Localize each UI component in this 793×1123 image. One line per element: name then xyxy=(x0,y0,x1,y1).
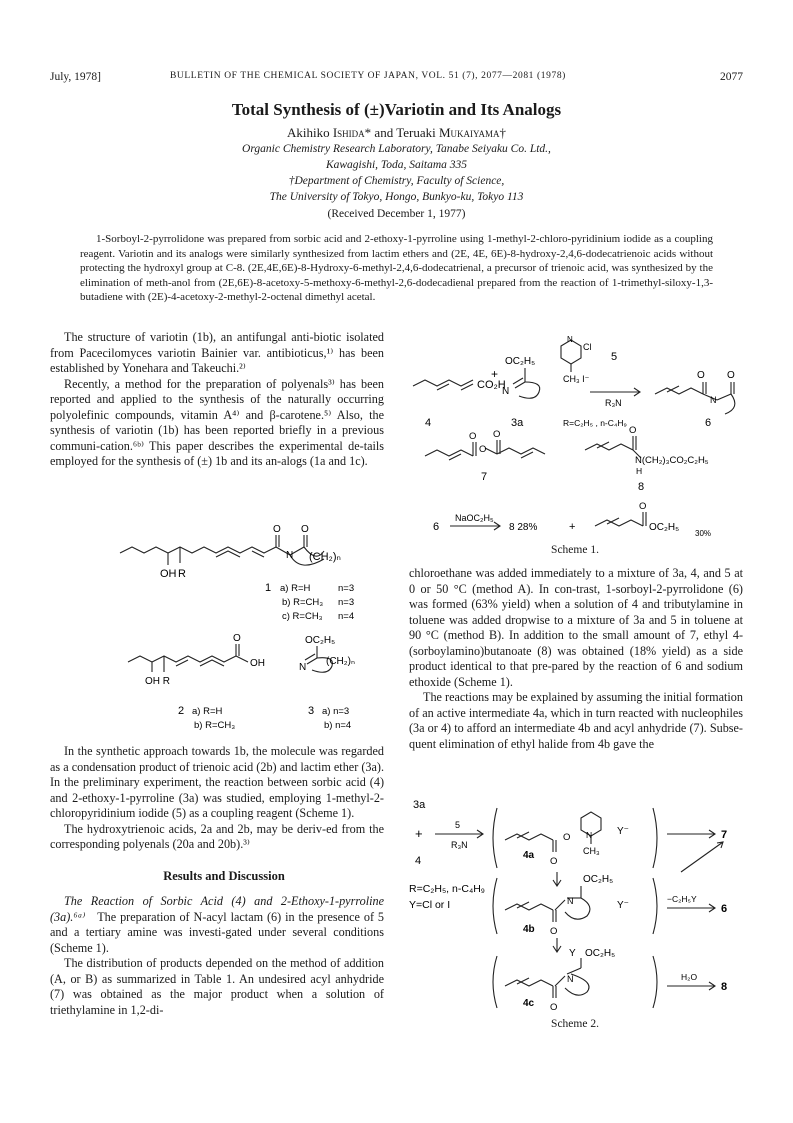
o-label: O xyxy=(469,431,477,442)
variant-label: a) n=3 xyxy=(322,706,350,717)
scheme-1 xyxy=(405,330,745,560)
cl-label: Cl xyxy=(583,342,592,352)
n-label: N xyxy=(286,550,294,561)
ethoxy-label: OC₂H₅ xyxy=(583,874,614,885)
yield-8: 8 28% xyxy=(509,522,538,533)
label-4b: 4b xyxy=(523,924,535,935)
structure-1-variotin xyxy=(110,515,380,630)
o-label: O xyxy=(563,832,571,843)
left-column-body xyxy=(50,744,384,1018)
o-label: O xyxy=(479,444,487,455)
ethoxy-label: OC₂H₅ xyxy=(305,635,336,646)
o-label: O xyxy=(550,856,558,867)
reagent-5: 5 xyxy=(455,820,461,830)
author-1-last: Ishida xyxy=(332,125,365,140)
water-label: H₂O xyxy=(681,972,698,982)
n-label: N xyxy=(567,974,574,984)
paragraph: The hydroxytrienoic acids, 2a and 2b, may be deriv-ed from the corresponding polyenals (20a and 20b).³⁾ xyxy=(50,821,384,851)
n-plus-label: N xyxy=(586,830,593,840)
variant-n: n=3 xyxy=(338,597,355,608)
author-2-first: Teruaki xyxy=(396,125,439,140)
n-label: N xyxy=(299,662,307,673)
r3n-label: R₃N xyxy=(451,840,468,850)
abstract: 1-Sorboyl-2-pyrrolidone was prepared from sorbic acid and 2-ethoxy-1-pyrroline using 1-methyl-2-chloro-pyridinium iodide as a coupling reagent. Variotin and its analogs were similarly synthesized from lactim ethers and (2E, 4E, 6E)-8-hydroxy-2,4,6-dodecatrienoic acids without protecting the hydroxyl group at C-8. (2E,4E,6E)-8-Hydroxy-6-methyl-2,4,6-dodecatrienal, a precursor of trienoic acid, was synthesized by the elimination of meth-anol from (2E,6E)-8-acetoxy-5-methoxy-6-methyl-2,6-dodecadienal prepared from the reaction of 1-trimethyl-siloxy-1,3-butadiene with (2E)-4-acetoxy-2-methyl-2-octenal dimethyl acetal. xyxy=(80,233,713,304)
paragraph: chloroethane was added immediately to a mixture of 3a, 4, and 5 at 0 or 50 °C (method A). In con-trast, 1-sorboyl-2-pyrrolidone (6) was formed (63% yield) when a solution of 4 and tributylamine in toluene was added dropwise to a mixture of 3a and 5 in toluene at 90 °C (method B). In addition to the small amount of 7, ethyl 4-(sorboylamino)butanoate (8) was obtained (18% yield) as a side product identical to that pre-pared by the reaction of 6 and sodium ethoxide (Scheme 1). xyxy=(409,566,743,689)
scheme-1-caption: Scheme 1. xyxy=(551,544,599,556)
author-2-mark: † xyxy=(499,125,507,140)
naoet-label: NaOC₂H₅ xyxy=(455,513,494,523)
variant-label: a) R=H xyxy=(280,583,311,594)
variant-label: a) R=H xyxy=(192,706,223,717)
author-1-first: Akihiko xyxy=(286,125,333,140)
right-column-body xyxy=(409,566,743,752)
o-label: O xyxy=(493,429,501,440)
n-label: N xyxy=(710,395,717,405)
left-column-intro xyxy=(50,330,384,470)
o-label: O xyxy=(639,501,647,512)
compound-number: 2 xyxy=(178,705,185,717)
paragraph: In the synthetic approach towards 1b, the molecule was regarded as a condensation product of trienoic acid (2b) and lactim ether (3a). In the preliminary experiment, the reaction between sorbic acid (4) and 2-ethoxy-1-pyrroline (3a) was studied, employing 1-methyl-2-chloropyridinium iodide (5) as a coupling reagent (Scheme 1). xyxy=(50,744,384,820)
label-6: 6 xyxy=(433,521,440,533)
label-3a: 3a xyxy=(413,799,426,811)
compound-number: 3 xyxy=(308,705,315,717)
paragraph xyxy=(50,894,384,956)
o-label: O xyxy=(727,370,735,381)
variant-label: b) R=CH₃ xyxy=(282,597,324,608)
product-7: 7 xyxy=(721,829,728,841)
label-6: 6 xyxy=(705,417,712,429)
label-4: 4 xyxy=(415,855,422,867)
ch3i-label: CH₃ I⁻ xyxy=(563,374,590,384)
oh-r-label: OH R xyxy=(145,676,170,687)
variant-n: n=3 xyxy=(338,583,355,594)
variant-label: b) R=CH₃ xyxy=(194,720,236,731)
affiliation-line-3: †Department of Chemistry, Faculty of Science, xyxy=(288,175,505,187)
y-definition: Y=Cl or I xyxy=(409,899,451,911)
section-heading: Results and Discussion xyxy=(163,868,285,883)
ethoxy-label: OC₂H₅ xyxy=(505,356,536,367)
r3n-label: R₃N xyxy=(605,398,622,408)
scheme-2-caption: Scheme 2. xyxy=(551,1018,599,1030)
journal-citation: BULLETIN OF THE CHEMICAL SOCIETY OF JAPAN, VOL. 51 (7), 2077—2081 (1978) xyxy=(170,71,566,81)
product-8: 8 xyxy=(721,981,728,993)
o-label: O xyxy=(550,1002,558,1013)
label-4: 4 xyxy=(425,417,432,429)
affiliation-line-2: Kawagishi, Toda, Saitama 335 xyxy=(325,159,468,171)
o-label: O xyxy=(550,926,558,937)
label-3a: 3a xyxy=(511,417,524,429)
carbonyl-o-label: O xyxy=(233,633,241,644)
label-4c: 4c xyxy=(523,998,535,1009)
carbonyl-o-label: O xyxy=(301,524,309,535)
variant-n: n=4 xyxy=(338,611,355,622)
affiliation-line-1: Organic Chemistry Research Laboratory, Tanabe Seiyaku Co. Ltd., xyxy=(242,143,551,155)
yield-30: 30% xyxy=(695,529,712,538)
running-head xyxy=(50,71,743,87)
plus-sign: + xyxy=(415,826,423,841)
n-plus-label: N xyxy=(567,335,573,344)
elimination-label: −C₂H₅Y xyxy=(667,894,697,904)
paragraph: Recently, a method for the preparation of polyenals³⁾ has been reported and applied to the synthesis of the naturally occurring polyolefinic compounds, vitamin A⁴⁾ and β-carotene.⁵⁾ Also, the synthesis of variotin (1b) has been reported briefly in a previous communi-cation.⁶ᵇ⁾ This paper describes the experimental de-tails employed for the synthesis of (±) 1b and its an-alogs (1a and 1c). xyxy=(50,376,384,468)
paragraph: The reactions may be explained by assuming the initial formation of an active intermediate 4a, which in turn reacted with nucleophiles (3a or 4) to afford an intermediate 4b and acyl anhydride (7). Subse-quent elimination of ethyl halide from 4b gave the xyxy=(409,690,744,751)
label-7: 7 xyxy=(481,471,488,483)
oh-label: OH xyxy=(250,658,265,669)
amide-chain-label: N(CH₂)₃CO₂C₂H₅ xyxy=(635,455,709,466)
author-line xyxy=(0,125,793,141)
product-6: 6 xyxy=(721,903,728,915)
y-label: Y xyxy=(569,948,576,959)
condition-label: R=C₂H₅ , n-C₄H₉ xyxy=(563,418,627,428)
y-anion: Y⁻ xyxy=(617,900,629,911)
affiliation-line-4: The University of Tokyo, Hongo, Bunkyo-ku, Tokyo 113 xyxy=(269,191,524,203)
o-label: O xyxy=(697,370,705,381)
author-2-last: Mukaiyama xyxy=(438,125,500,140)
subsection-title: The Reaction of Sorbic Acid (4) and 2-Ethoxy-1-pyrroline (3a).⁶ᵃ⁾ xyxy=(50,894,384,924)
oh-label: OH xyxy=(160,568,177,580)
paragraph-text: The preparation of N-acyl lactam (6) in the presence of 5 and a tertiary amine was investi-gated under several conditions (Scheme 1). xyxy=(50,909,385,955)
plus-sign: + xyxy=(491,367,499,381)
issue-date: July, 1978] xyxy=(50,71,102,83)
received-date: (Received December 1, 1977) xyxy=(327,208,466,220)
author-1-mark: * xyxy=(364,125,372,140)
co2h-label: CO₂H xyxy=(477,379,506,391)
ch2n-label: (CH₂)ₙ xyxy=(309,551,341,563)
compound-number: 1 xyxy=(265,582,272,594)
variant-label: b) n=4 xyxy=(324,720,352,731)
article-title: Total Synthesis of (±)Variotin and Its Analogs xyxy=(231,100,562,119)
ethoxy-label: OC₂H₅ xyxy=(585,948,616,959)
r-label: R xyxy=(178,568,186,580)
variant-label: c) R=CH₃ xyxy=(282,611,323,622)
n-plus-label: N xyxy=(567,896,574,906)
author-conjunction: and xyxy=(371,125,397,140)
label-4a: 4a xyxy=(523,850,535,861)
h-label: H xyxy=(636,466,643,476)
label-8: 8 xyxy=(638,481,645,493)
n-label: N xyxy=(502,386,510,397)
y-anion: Y⁻ xyxy=(617,826,629,837)
ethyl-ester-label: OC₂H₅ xyxy=(649,522,680,533)
ch2n-label: (CH₂)ₙ xyxy=(326,656,355,667)
r-definition: R=C₂H₅, n-C₄H₉ xyxy=(409,883,485,895)
carbonyl-o-label: O xyxy=(273,524,281,535)
paragraph: The distribution of products depended on the method of addition (A, or B) as summarized in Table 1. An undesired acyl anhydride (7) was obtained as the major product when a solution of triethylamine in 1,2-di- xyxy=(50,956,384,1017)
ch3-label: CH₃ xyxy=(583,846,600,856)
structures-2-and-3 xyxy=(50,630,390,740)
reagent-5: 5 xyxy=(611,351,618,363)
page-number: 2077 xyxy=(720,71,743,83)
plus-sign: + xyxy=(569,521,576,533)
scheme-2 xyxy=(405,796,745,1016)
paragraph: The structure of variotin (1b), an antifungal anti-biotic isolated from Pacecilomyces variotin Bainier var. antibioticus,¹⁾ has been established by Yonehara and Takeuchi.²⁾ xyxy=(50,330,384,375)
o-label: O xyxy=(629,425,637,436)
